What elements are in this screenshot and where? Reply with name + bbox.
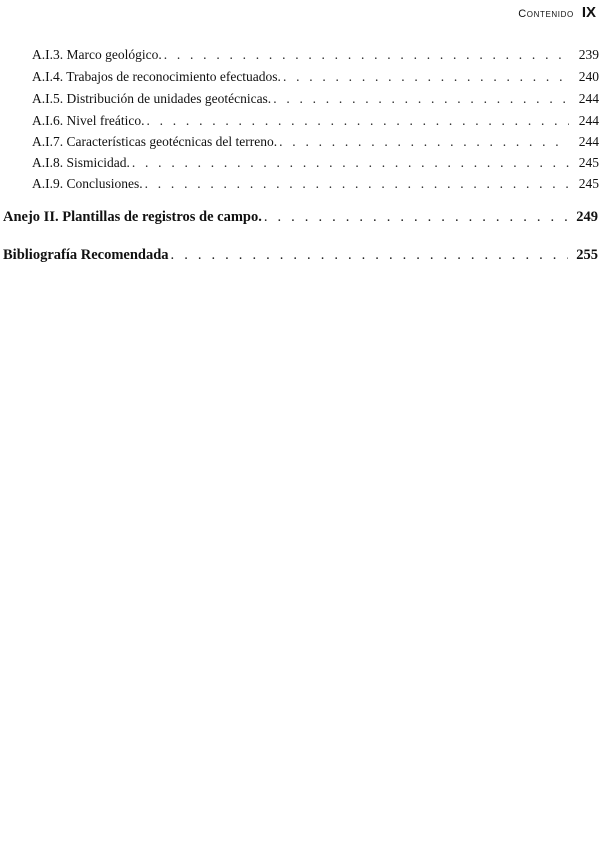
running-header [518,4,596,21]
toc-entry-marco-geologico[interactable] [32,47,599,63]
toc-entry-page: 244 [578,134,599,149]
toc-entry-title: A.I.6. Nivel freático. [32,113,145,128]
toc-entry-trabajos-reconocimiento[interactable] [32,69,599,85]
running-header-page-number: IX [581,4,596,21]
toc-entry-conclusiones[interactable] [32,176,599,192]
toc-entry-title: A.I.7. Características geotécnicas del terreno. [32,134,278,149]
toc-entry-title: A.I.3. Marco geológico. [32,47,162,62]
dot-leader [146,113,569,129]
dot-leader [132,155,569,171]
toc-entry-caracteristicas-geotecnicas[interactable] [32,134,599,150]
dot-leader [264,209,568,226]
toc-chapter-page: 249 [576,209,598,225]
toc-chapter-bibliografia[interactable] [3,247,598,264]
toc-entry-title: A.I.5. Distribución de unidades geotécnicas. [32,91,272,106]
dot-leader [171,247,568,264]
toc-entry-title: A.I.9. Conclusiones. [32,176,143,191]
dot-leader [164,47,569,63]
toc-chapter-page: 255 [576,247,598,263]
toc-entry-sismicidad[interactable] [32,155,599,171]
toc-entry-page: 244 [578,113,599,128]
toc-entry-title: A.I.8. Sismicidad. [32,155,130,170]
toc-entry-page: 239 [578,47,599,62]
toc-entry-page: 245 [578,155,599,170]
dot-leader [273,91,569,107]
toc-entry-page: 245 [578,176,599,191]
toc-entry-title: A.I.4. Trabajos de reconocimiento efectuados. [32,69,281,84]
toc-entry-page: 240 [578,69,599,84]
toc-entry-nivel-freatico[interactable] [32,113,599,129]
toc-entry-page: 244 [578,91,599,106]
toc-entry-distribucion-unidades[interactable] [32,91,599,107]
toc-chapter-title: Anejo II. Plantillas de registros de campo. [3,209,262,225]
toc-chapter-anejo-ii[interactable] [3,209,598,226]
dot-leader [279,134,569,150]
running-header-section-title: Contenido [518,8,574,20]
dot-leader [145,176,569,192]
dot-leader [283,69,569,85]
toc-chapter-title: Bibliografía Recomendada [3,247,169,263]
